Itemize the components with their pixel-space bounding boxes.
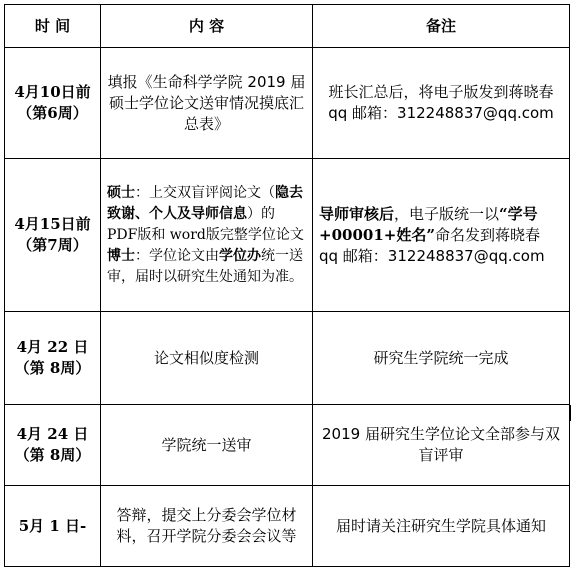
note-text: 届时请关注研究生学院具体通知	[335, 516, 546, 535]
note-text-2: 命名发到蒋晓春 qq 邮箱：312248837@qq.com	[319, 225, 545, 265]
phd-bold-text: 学位办	[219, 247, 261, 264]
note-bold-text: 导师审核后	[319, 204, 395, 223]
date-text: 4月 24 日	[16, 425, 89, 443]
note-cell	[313, 159, 570, 312]
header-time: 时 间	[5, 5, 101, 48]
master-label: 硕士	[107, 184, 135, 201]
week-text: （第6周）	[17, 104, 88, 122]
date-cell	[5, 312, 101, 405]
content-text: 学院统一送审	[161, 435, 252, 454]
content-text: 答辩，提交上分委会学位材料，召开学院分委会会议等	[116, 506, 297, 545]
header-notes: 备注	[313, 5, 570, 48]
content-cell	[101, 159, 313, 312]
table-row	[5, 486, 570, 567]
content-cell	[101, 48, 313, 159]
phd-label: 博士	[107, 247, 135, 264]
phd-text: ：学位论文由	[135, 247, 219, 264]
phd-text-2: 统一送审，届时以研究生处通知为准。	[107, 247, 303, 285]
date-cell	[5, 405, 101, 486]
week-text: （第7周）	[17, 236, 88, 254]
content-cell	[101, 405, 313, 486]
table-row	[5, 312, 570, 405]
note-text: 2019 届研究生学位论文全部参与双盲评审	[322, 425, 560, 464]
date-text: 4月10日前	[14, 83, 91, 101]
master-requirement	[107, 183, 306, 246]
note-text: ，电子版统一以	[394, 204, 500, 223]
date-text: 4月15日前	[14, 215, 91, 233]
schedule-table	[4, 4, 570, 567]
note-cell	[313, 48, 570, 159]
week-text: （第 8周）	[14, 359, 91, 377]
note-text: 班长汇总后，将电子版发到蒋晓春	[328, 83, 554, 101]
header-content: 内 容	[101, 5, 313, 48]
note-text: 研究生学院统一完成	[373, 348, 509, 367]
week-text: （第 8周）	[14, 446, 91, 464]
note-cell	[313, 312, 570, 405]
note-cell	[313, 405, 570, 486]
date-cell	[5, 159, 101, 312]
table-row	[5, 159, 570, 312]
email-text: qq 邮箱：312248837@qq.com	[328, 104, 554, 122]
table-row	[5, 405, 570, 486]
master-bold-text: 隐去致谢、个人及导师信息	[107, 184, 303, 222]
master-text: ：上交双盲评阅论文（	[135, 184, 275, 201]
phd-requirement	[107, 246, 306, 288]
note-cell	[313, 486, 570, 567]
date-cell	[5, 48, 101, 159]
note-naming-rule: “学号+00001+姓名”	[319, 204, 538, 244]
master-text-2: ）的 PDF版和 word版完整学位论文	[107, 205, 304, 243]
header-row	[5, 5, 570, 48]
content-text: 填报《生命科学学院 2019 届硕士学位论文送审情况摸底汇总表》	[107, 72, 306, 133]
table-row	[5, 48, 570, 159]
date-text: 5月 1 日-	[18, 516, 87, 535]
date-text: 4月 22 日	[16, 338, 89, 356]
edge-marker	[569, 405, 571, 421]
content-text: 论文相似度检测	[153, 348, 259, 367]
content-cell	[101, 312, 313, 405]
date-cell	[5, 486, 101, 567]
content-cell	[101, 486, 313, 567]
